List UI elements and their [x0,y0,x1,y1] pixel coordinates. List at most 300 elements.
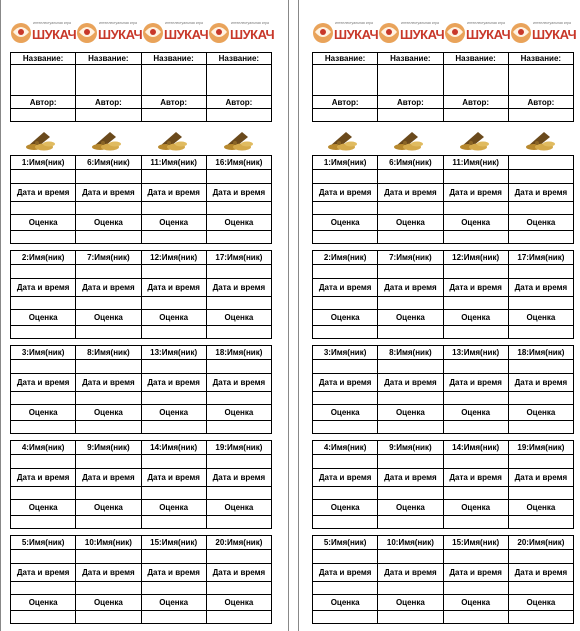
player-name-label: 15:Имя(ник) [141,536,206,550]
player-name-field[interactable] [443,170,508,184]
player-name-label: 8:Имя(ник) [378,346,443,360]
date-time-label: Дата и время [141,374,206,392]
card-sheet-right [312,0,577,631]
date-time-field[interactable] [313,202,378,215]
title-label: Название: [443,53,508,65]
author-field[interactable] [11,109,76,122]
player-name-field[interactable] [11,550,76,564]
rating-field[interactable] [443,611,508,624]
title-field[interactable] [206,65,271,96]
player-name-field[interactable] [378,455,443,469]
player-name-label: 15:Имя(ник) [443,536,508,550]
player-name-label [508,156,573,170]
date-time-label: Дата и время [76,184,141,202]
date-time-field[interactable] [508,202,573,215]
rating-label: Оценка [443,595,508,611]
rating-field[interactable] [378,611,443,624]
rating-field[interactable] [206,231,271,244]
rating-label: Оценка [206,500,271,516]
title-label: Название: [11,53,76,65]
player-name-label: 5:Имя(ник) [11,536,76,550]
player-name-field[interactable] [206,170,271,184]
date-time-field[interactable] [11,297,76,310]
date-time-field[interactable] [378,487,443,500]
date-time-label: Дата и время [11,374,76,392]
player-name-field[interactable] [141,455,206,469]
player-name-label: 16:Имя(ник) [206,156,271,170]
player-name-label: 20:Имя(ник) [508,536,573,550]
date-time-label: Дата и время [508,374,573,392]
rating-label: Оценка [76,215,141,231]
rating-field[interactable] [378,231,443,244]
rating-field[interactable] [141,231,206,244]
player-name-label: 6:Имя(ник) [76,156,141,170]
player-group-table [312,155,574,244]
page-divider [298,0,299,631]
player-group-table [312,250,574,339]
title-field[interactable] [443,65,508,96]
date-time-field[interactable] [313,582,378,595]
date-time-field[interactable] [508,487,573,500]
player-name-label: 13:Имя(ник) [443,346,508,360]
date-time-label: Дата и время [443,184,508,202]
date-time-label: Дата и время [508,279,573,297]
date-time-label: Дата и время [378,184,443,202]
date-time-field[interactable] [206,487,271,500]
title-field[interactable] [313,65,378,96]
player-group-table [312,345,574,434]
player-name-field[interactable] [443,360,508,374]
date-time-field[interactable] [76,582,141,595]
date-time-label: Дата и время [141,279,206,297]
player-name-label: 13:Имя(ник) [141,346,206,360]
player-name-label: 8:Имя(ник) [76,346,141,360]
author-label: Автор: [313,96,378,109]
player-name-field[interactable] [313,550,378,564]
title-label: Название: [206,53,271,65]
rating-label: Оценка [76,405,141,421]
rating-label: Оценка [206,215,271,231]
treasure-coins-icon [324,128,360,152]
date-time-field[interactable] [76,297,141,310]
shukach-logo [208,18,275,48]
rating-label: Оценка [206,310,271,326]
player-name-label: 1:Имя(ник) [313,156,378,170]
rating-field[interactable] [313,231,378,244]
author-label: Автор: [206,96,271,109]
header-table [312,52,574,122]
rating-label: Оценка [141,310,206,326]
shukach-logo [10,18,77,48]
author-field[interactable] [313,109,378,122]
coins-row [10,128,272,154]
player-name-field[interactable] [313,265,378,279]
date-time-field[interactable] [11,582,76,595]
shukach-logo [510,18,577,48]
date-time-label: Дата и время [11,279,76,297]
shukach-logo [444,18,511,48]
author-field[interactable] [206,109,271,122]
rating-label: Оценка [313,405,378,421]
treasure-coins-icon [456,128,492,152]
rating-field[interactable] [378,421,443,434]
player-name-field[interactable] [378,265,443,279]
treasure-coins-icon [88,128,124,152]
title-label: Название: [141,53,206,65]
treasure-coins-icon [22,128,58,152]
logo-tagline: интеллектуальная игра [231,21,269,25]
rating-field[interactable] [313,611,378,624]
logo-tagline: интеллектуальная игра [401,21,439,25]
logo-wordmark: ШУКАЧ [334,27,379,42]
date-time-label: Дата и время [508,564,573,582]
player-name-field[interactable] [76,265,141,279]
player-name-label: 4:Имя(ник) [11,441,76,455]
date-time-field[interactable] [508,392,573,405]
player-name-field[interactable] [11,360,76,374]
rating-label: Оценка [508,310,573,326]
date-time-label: Дата и время [141,564,206,582]
player-name-label: 18:Имя(ник) [508,346,573,360]
date-time-label: Дата и время [76,279,141,297]
date-time-field[interactable] [11,202,76,215]
player-name-label: 11:Имя(ник) [141,156,206,170]
player-name-field[interactable] [508,550,573,564]
player-name-field[interactable] [76,170,141,184]
rating-field[interactable] [313,516,378,529]
date-time-label: Дата и время [508,184,573,202]
player-name-field[interactable] [508,360,573,374]
logo-row [10,18,275,50]
rating-field[interactable] [443,326,508,339]
date-time-field[interactable] [141,582,206,595]
player-name-field[interactable] [11,455,76,469]
date-time-field[interactable] [313,297,378,310]
author-field[interactable] [508,109,573,122]
date-time-field[interactable] [378,392,443,405]
player-name-field[interactable] [443,550,508,564]
rating-label: Оценка [378,595,443,611]
player-name-field[interactable] [76,550,141,564]
rating-label: Оценка [141,500,206,516]
player-name-label: 11:Имя(ник) [443,156,508,170]
rating-field[interactable] [76,611,141,624]
player-name-field[interactable] [141,360,206,374]
date-time-label: Дата и время [443,469,508,487]
rating-field[interactable] [443,421,508,434]
date-time-label: Дата и время [443,279,508,297]
player-name-label: 1:Имя(ник) [11,156,76,170]
logo-tagline: интеллектуальная игра [335,21,373,25]
treasure-coins-icon [154,128,190,152]
title-label: Название: [378,53,443,65]
player-name-label: 12:Имя(ник) [141,251,206,265]
logo-wordmark: ШУКАЧ [164,27,209,42]
player-name-label: 19:Имя(ник) [206,441,271,455]
player-name-field[interactable] [206,550,271,564]
title-field[interactable] [508,65,573,96]
logo-wordmark: ШУКАЧ [230,27,275,42]
rating-field[interactable] [141,326,206,339]
player-name-label: 9:Имя(ник) [378,441,443,455]
page-left-border [0,0,1,631]
date-time-label: Дата и время [206,184,271,202]
card-sheet-left [10,0,275,631]
date-time-label: Дата и время [206,564,271,582]
player-name-field[interactable] [443,455,508,469]
date-time-label: Дата и время [76,564,141,582]
date-time-label: Дата и время [443,564,508,582]
author-field[interactable] [443,109,508,122]
date-time-label: Дата и время [378,469,443,487]
logo-tagline: интеллектуальная игра [467,21,505,25]
rating-label: Оценка [443,405,508,421]
player-name-label: 7:Имя(ник) [76,251,141,265]
title-label: Название: [508,53,573,65]
player-name-field[interactable] [378,360,443,374]
player-name-label: 7:Имя(ник) [378,251,443,265]
rating-label: Оценка [76,500,141,516]
date-time-label: Дата и время [11,469,76,487]
author-label: Автор: [11,96,76,109]
player-name-field[interactable] [378,550,443,564]
player-group-table [312,535,574,624]
date-time-field[interactable] [508,582,573,595]
date-time-label: Дата и время [11,564,76,582]
logo-wordmark: ШУКАЧ [98,27,143,42]
player-name-label: 2:Имя(ник) [11,251,76,265]
rating-field[interactable] [443,516,508,529]
player-name-label: 6:Имя(ник) [378,156,443,170]
date-time-field[interactable] [206,297,271,310]
rating-label: Оценка [141,405,206,421]
date-time-label: Дата и время [76,374,141,392]
player-name-label: 3:Имя(ник) [313,346,378,360]
rating-label: Оценка [206,595,271,611]
rating-field[interactable] [508,611,573,624]
logo-wordmark: ШУКАЧ [400,27,445,42]
date-time-field[interactable] [206,392,271,405]
rating-field[interactable] [206,611,271,624]
rating-field[interactable] [76,231,141,244]
rating-label: Оценка [443,500,508,516]
rating-field[interactable] [141,611,206,624]
rating-field[interactable] [206,421,271,434]
date-time-field[interactable] [378,297,443,310]
rating-label: Оценка [378,500,443,516]
title-field[interactable] [378,65,443,96]
logo-tagline: интеллектуальная игра [99,21,137,25]
player-name-label: 9:Имя(ник) [76,441,141,455]
rating-label: Оценка [508,405,573,421]
rating-label: Оценка [508,500,573,516]
date-time-field[interactable] [443,392,508,405]
player-name-label: 20:Имя(ник) [206,536,271,550]
rating-label: Оценка [313,595,378,611]
rating-label: Оценка [206,405,271,421]
player-name-field[interactable] [313,455,378,469]
date-time-field[interactable] [313,392,378,405]
rating-field[interactable] [11,231,76,244]
rating-label: Оценка [443,310,508,326]
player-group-table [10,155,272,244]
player-name-label: 17:Имя(ник) [508,251,573,265]
rating-label: Оценка [378,310,443,326]
player-name-field[interactable] [206,265,271,279]
logo-tagline: интеллектуальная игра [165,21,203,25]
rating-label: Оценка [76,595,141,611]
date-time-label: Дата и время [313,564,378,582]
date-time-label: Дата и время [11,184,76,202]
player-name-field[interactable] [141,265,206,279]
date-time-field[interactable] [141,487,206,500]
date-time-label: Дата и время [313,279,378,297]
date-time-field[interactable] [443,487,508,500]
player-name-label: 2:Имя(ник) [313,251,378,265]
date-time-field[interactable] [313,487,378,500]
player-name-field[interactable] [508,455,573,469]
logo-wordmark: ШУКАЧ [532,27,577,42]
treasure-coins-icon [522,128,558,152]
rating-field[interactable] [378,326,443,339]
rating-field[interactable] [508,421,573,434]
player-name-field[interactable] [313,170,378,184]
date-time-field[interactable] [206,202,271,215]
player-name-field[interactable] [508,265,573,279]
date-time-field[interactable] [141,297,206,310]
player-name-field[interactable] [141,170,206,184]
rating-field[interactable] [11,421,76,434]
date-time-label: Дата и время [313,469,378,487]
author-label: Автор: [508,96,573,109]
date-time-field[interactable] [378,202,443,215]
date-time-label: Дата и время [508,469,573,487]
date-time-field[interactable] [443,582,508,595]
logo-tagline: интеллектуальная игра [33,21,71,25]
date-time-field[interactable] [508,297,573,310]
player-name-field[interactable] [11,265,76,279]
rating-field[interactable] [206,326,271,339]
author-field[interactable] [378,109,443,122]
page-divider [288,0,289,631]
rating-field[interactable] [313,326,378,339]
rating-label: Оценка [378,215,443,231]
logo-wordmark: ШУКАЧ [466,27,511,42]
rating-label: Оценка [313,500,378,516]
player-name-field[interactable] [76,455,141,469]
rating-label: Оценка [141,215,206,231]
player-name-label: 19:Имя(ник) [508,441,573,455]
player-name-field[interactable] [206,360,271,374]
player-group-table [10,535,272,624]
title-field[interactable] [11,65,76,96]
player-name-label: 10:Имя(ник) [76,536,141,550]
rating-field[interactable] [11,611,76,624]
player-name-field[interactable] [206,455,271,469]
title-label: Название: [313,53,378,65]
player-name-field[interactable] [508,170,573,184]
date-time-field[interactable] [11,487,76,500]
rating-field[interactable] [76,516,141,529]
date-time-field[interactable] [141,202,206,215]
treasure-coins-icon [220,128,256,152]
player-name-label: 12:Имя(ник) [443,251,508,265]
player-name-label: 10:Имя(ник) [378,536,443,550]
rating-field[interactable] [443,231,508,244]
rating-field[interactable] [11,516,76,529]
player-name-label: 14:Имя(ник) [141,441,206,455]
title-label: Название: [76,53,141,65]
rating-field[interactable] [313,421,378,434]
date-time-field[interactable] [11,392,76,405]
player-name-label: 3:Имя(ник) [11,346,76,360]
date-time-field[interactable] [443,297,508,310]
player-name-field[interactable] [313,360,378,374]
rating-field[interactable] [206,516,271,529]
player-name-label: 4:Имя(ник) [313,441,378,455]
rating-label: Оценка [508,595,573,611]
date-time-field[interactable] [443,202,508,215]
rating-label: Оценка [11,310,76,326]
author-field[interactable] [76,109,141,122]
player-name-field[interactable] [141,550,206,564]
author-field[interactable] [141,109,206,122]
rating-field[interactable] [508,231,573,244]
player-name-label: 18:Имя(ник) [206,346,271,360]
player-name-field[interactable] [443,265,508,279]
rating-field[interactable] [378,516,443,529]
rating-field[interactable] [11,326,76,339]
date-time-field[interactable] [141,392,206,405]
rating-label: Оценка [378,405,443,421]
date-time-field[interactable] [76,202,141,215]
player-name-field[interactable] [11,170,76,184]
shukach-logo [76,18,143,48]
date-time-label: Дата и время [378,564,443,582]
date-time-field[interactable] [206,582,271,595]
rating-field[interactable] [141,421,206,434]
rating-label: Оценка [313,310,378,326]
player-name-field[interactable] [76,360,141,374]
date-time-field[interactable] [76,392,141,405]
rating-field[interactable] [508,326,573,339]
rating-label: Оценка [11,500,76,516]
rating-field[interactable] [141,516,206,529]
date-time-label: Дата и время [313,374,378,392]
date-time-label: Дата и время [141,184,206,202]
rating-field[interactable] [76,421,141,434]
shukach-logo [312,18,379,48]
date-time-label: Дата и время [378,279,443,297]
date-time-label: Дата и время [76,469,141,487]
title-field[interactable] [76,65,141,96]
player-name-field[interactable] [378,170,443,184]
rating-label: Оценка [11,215,76,231]
rating-field[interactable] [508,516,573,529]
logo-wordmark: ШУКАЧ [32,27,77,42]
date-time-field[interactable] [378,582,443,595]
player-group-table [10,250,272,339]
title-field[interactable] [141,65,206,96]
date-time-field[interactable] [76,487,141,500]
rating-field[interactable] [76,326,141,339]
rating-label: Оценка [11,595,76,611]
rating-label: Оценка [443,215,508,231]
author-label: Автор: [76,96,141,109]
shukach-logo [378,18,445,48]
player-group-table [10,440,272,529]
logo-tagline: интеллектуальная игра [533,21,571,25]
